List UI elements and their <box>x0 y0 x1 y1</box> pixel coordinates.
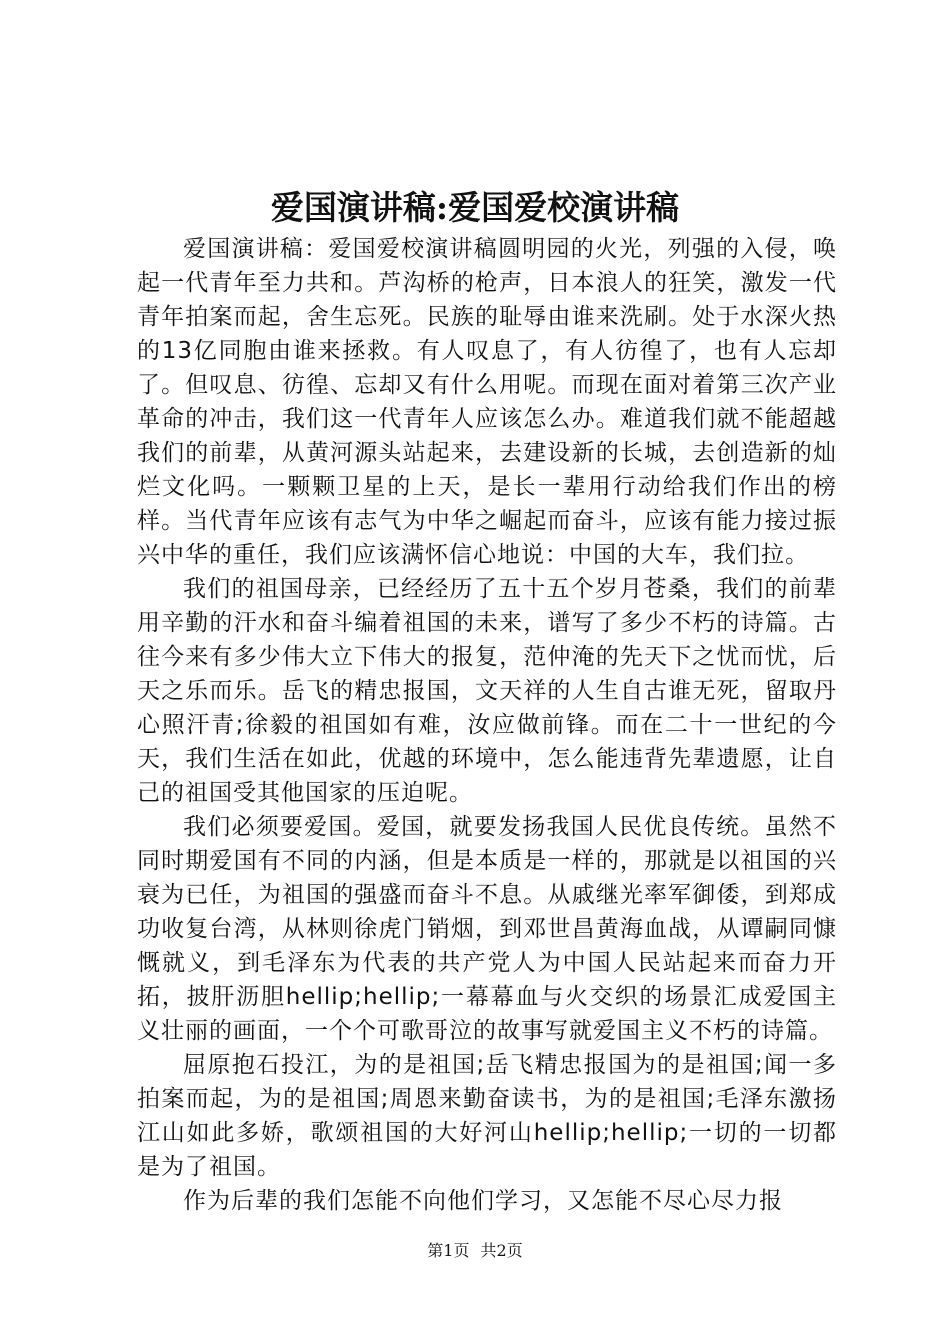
paragraph-1: 爱国演讲稿：爱国爱校演讲稿圆明园的火光，列强的入侵，唤起一代青年至力共和。芦沟桥的枪声，日本浪人的狂笑，激发一代青年拍案而起，舍生忘死。民族的耻辱由谁来洗刷。处于水深火热的13亿同胞由谁来拯救。有人叹息了，有人彷徨了，也有人忘却了。但叹息、彷徨、忘却又有什么用呢。而现在面对着第三次产业革命的冲击，我们这一代青年人应该怎么办。难道我们就不能超越我们的前辈，从黄河源头站起来，去建设新的长城，去创造新的灿烂文化吗。一颗颗卫星的上天，是长一辈用行动给我们作出的榜样。当代青年应该有志气为中华之崛起而奋斗，应该有能力接过振兴中华的重任，我们应该满怀信心地说：中国的大车，我们拉。 <box>137 236 837 568</box>
document-title: 爱国演讲稿:爱国爱校演讲稿 <box>270 188 680 227</box>
page-number: 第1页 <box>427 1241 470 1260</box>
paragraph-2: 我们的祖国母亲，已经经历了五十五个岁月苍桑，我们的前辈用辛勤的汗水和奋斗编着祖国的未来，谱写了多少不朽的诗篇。古往今来有多少伟大立下伟大的报复，范仲淹的先天下之忧而忧，后天之乐而乐。岳飞的精忠报国，文天祥的人生自古谁无死，留取丹心照汗青;徐毅的祖国如有难，汝应做前锋。而在二十一世纪的今天，我们生活在如此，优越的环境中，怎么能违背先辈遗愿，让自己的祖国受其他国家的压迫呢。 <box>137 576 837 806</box>
page-total: 共2页 <box>480 1241 523 1260</box>
paragraph-5: 作为后辈的我们怎能不向他们学习，又怎能不尽心尽力报 <box>183 1188 783 1214</box>
page-footer <box>0 1241 950 1261</box>
document-body <box>137 232 837 1218</box>
paragraph-3: 我们必须要爱国。爱国，就要发扬我国人民优良传统。虽然不同时期爱国有不同的内涵，但是本质是一样的，那就是以祖国的兴衰为已任，为祖国的强盛而奋斗不息。从戚继光率军御倭，到郑成功收复台湾，从林则徐虎门销烟，到邓世昌黄海血战，从谭嗣同慷慨就义，到毛泽东为代表的共产党人为中国人民站起来而奋力开拓，披肝沥胆hellip;hellip;一幕幕血与火交织的场景汇成爱国主义壮丽的画面，一个个可歌哥泣的故事写就爱国主义不朽的诗篇。 <box>137 814 837 1044</box>
paragraph-4: 屈原抱石投江，为的是祖国;岳飞精忠报国为的是祖国;闻一多拍案而起，为的是祖国;周恩来勤奋读书，为的是祖国;毛泽东激扬江山如此多娇，歌颂祖国的大好河山hellip;hellip;一切的一切都是为了祖国。 <box>137 1052 837 1180</box>
